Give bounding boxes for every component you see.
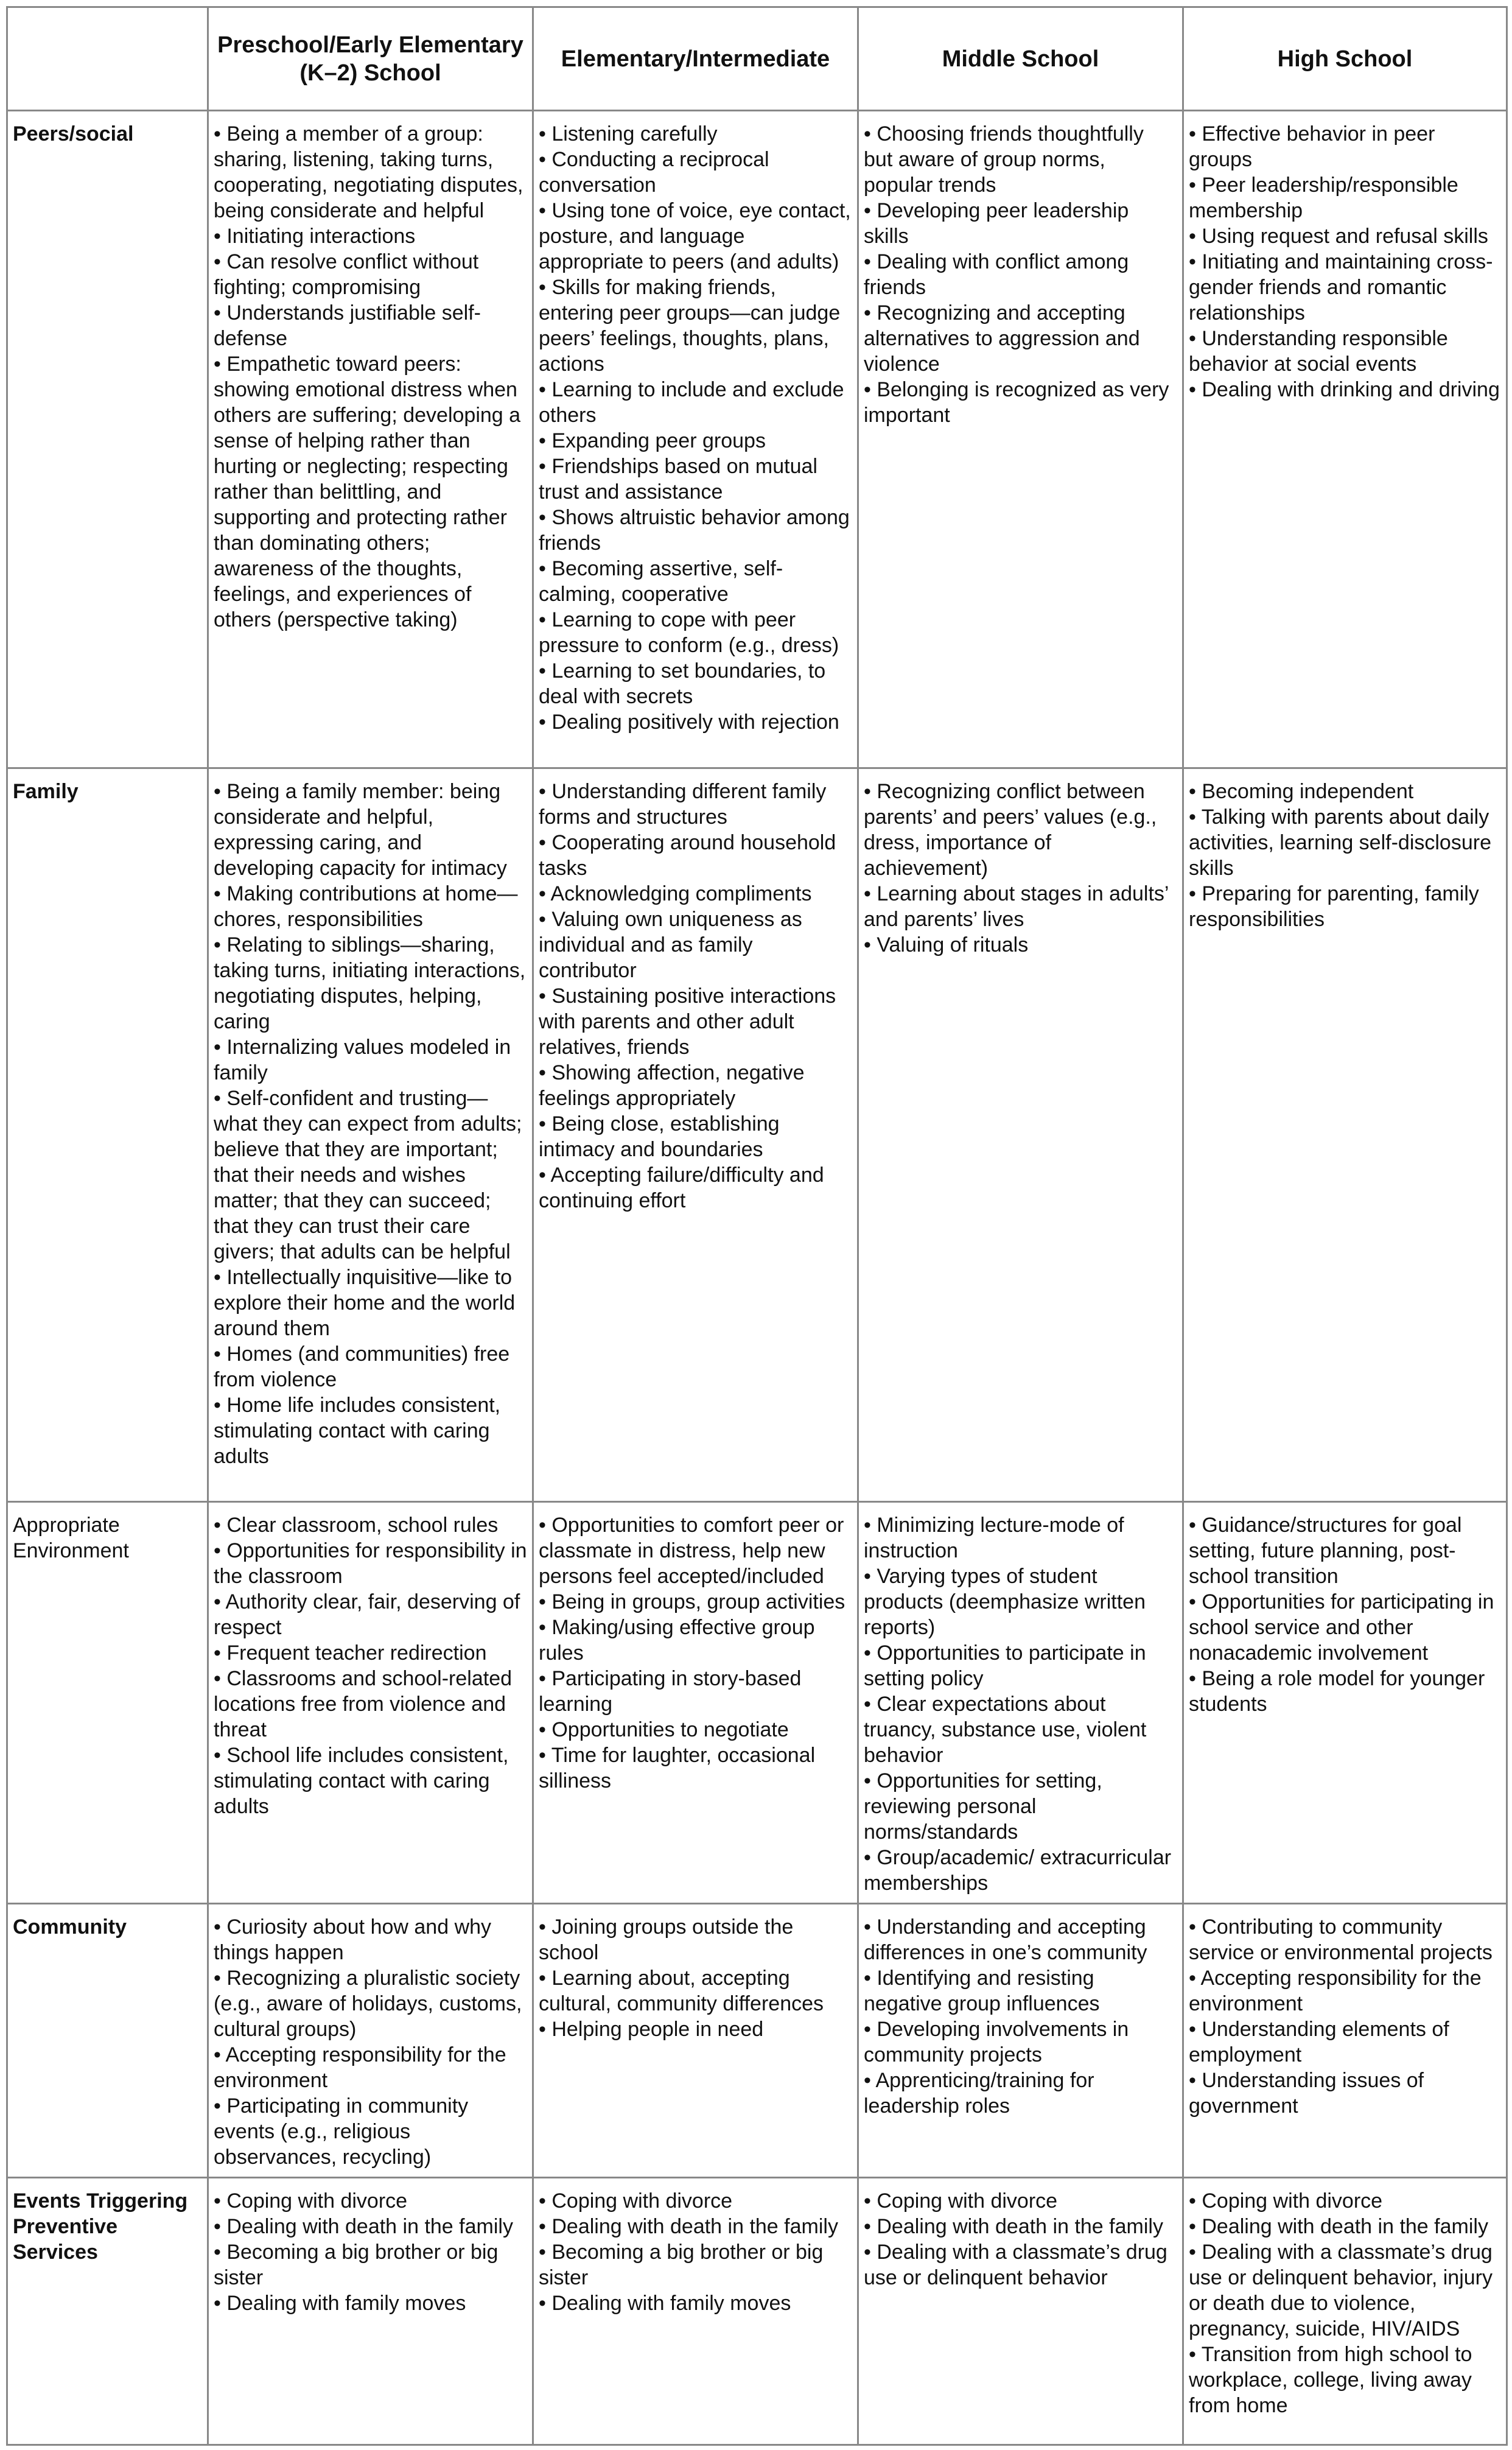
cell-events-middle-school (858, 2178, 1183, 2445)
bullet-item: • Making/using effective group rules (539, 1616, 815, 1665)
column-header-high-school: High School (1183, 7, 1507, 111)
bullet-item: • Curiosity about how and why things happen (214, 1915, 492, 1964)
bullet-item: • Cooperating around household tasks (539, 831, 836, 880)
cell-peers-high-school (1183, 111, 1507, 768)
bullet-item: • Empathetic toward peers: showing emotional distress when others are suffering; developing a sense of helping rather than hurting or neglecting; respecting rather than belittling, and supporting and protecting rather than dominating others; awareness of the thoughts, feelings, and experiences of others (perspective taking) (214, 353, 521, 631)
bullet-item: • Apprenticing/training for leadership roles (864, 2069, 1094, 2118)
bullet-item: • Opportunities to participate in setting policy (864, 1641, 1146, 1690)
bullet-item: • Dealing with a classmate’s drug use or delinquent behavior (864, 2241, 1167, 2289)
row-header-family: Family (7, 768, 208, 1502)
cell-peers-elementary (533, 111, 858, 768)
bullet-item: • Frequent teacher redirection (214, 1641, 487, 1665)
cell-community-high-school (1183, 1904, 1507, 2178)
bullet-item: • Dealing with death in the family (539, 2215, 838, 2238)
bullet-item: • Accepting failure/difficulty and continuing effort (539, 1164, 824, 1212)
bullet-item: • Participating in community events (e.g., religious observances, recycling) (214, 2094, 469, 2169)
bullet-item: • Relating to siblings—sharing, taking turns, initiating interactions, negotiating disputes, helping, caring (214, 933, 526, 1033)
bullet-item: • Coping with divorce (1189, 2189, 1383, 2213)
bullet-item: • Developing peer leadership skills (864, 199, 1129, 248)
bullet-item: • Being close, establishing intimacy and boundaries (539, 1112, 780, 1161)
bullet-item: • Becoming independent (1189, 780, 1414, 803)
cell-environment-elementary (533, 1502, 858, 1904)
bullet-item: • Conducting a reciprocal conversation (539, 148, 769, 197)
bullet-item: • Contributing to community service or environmental projects (1189, 1915, 1493, 1964)
competency-table (6, 6, 1508, 2446)
cell-community-elementary (533, 1904, 858, 2178)
bullet-item: • School life includes consistent, stimulating contact with caring adults (214, 1744, 509, 1818)
bullet-item: • Accepting responsibility for the environment (214, 2043, 506, 2092)
row-family (7, 768, 1507, 1502)
bullet-item: • Opportunities for setting, reviewing personal norms/standards (864, 1769, 1102, 1844)
row-header-community: Community (7, 1904, 208, 2178)
bullet-item: • Becoming a big brother or big sister (214, 2241, 499, 2289)
bullet-item: • Helping people in need (539, 2018, 764, 2041)
bullet-item: • Understands justifiable self-defense (214, 301, 481, 350)
bullet-item: • Learning about, accepting cultural, community differences (539, 1967, 824, 2015)
bullet-item: • Dealing with death in the family (214, 2215, 513, 2238)
bullet-item: • Talking with parents about daily activities, learning self-disclosure skills (1189, 806, 1491, 880)
cell-peers-middle-school (858, 111, 1183, 768)
bullet-item: • Learning about stages in adults’ and parents’ lives (864, 882, 1169, 931)
bullet-item: • Recognizing conflict between parents’ and peers’ values (e.g., dress, importance of achievement) (864, 780, 1157, 880)
bullet-item: • Dealing with drinking and driving (1189, 378, 1500, 401)
bullet-item: • Homes (and communities) free from violence (214, 1343, 510, 1391)
row-community (7, 1904, 1507, 2178)
bullet-item: • Friendships based on mutual trust and assistance (539, 455, 817, 504)
bullet-item: • Classrooms and school-related locations free from violence and threat (214, 1667, 513, 1741)
bullet-item: • Initiating and maintaining cross-gender friends and romantic relationships (1189, 250, 1493, 325)
bullet-item: • Understanding different family forms and structures (539, 780, 827, 829)
bullet-item: • Acknowledging compliments (539, 882, 812, 905)
bullet-item: • Being in groups, group activities (539, 1590, 845, 1613)
bullet-item: • Opportunities to negotiate (539, 1718, 789, 1741)
row-header-peers-social: Peers/social (7, 111, 208, 768)
bullet-item: • Learning to include and exclude others (539, 378, 844, 427)
bullet-item: • Valuing own uniqueness as individual and as family contributor (539, 908, 802, 982)
bullet-item: • Being a family member: being considerate and helpful, expressing caring, and developing capacity for intimacy (214, 780, 507, 880)
bullet-item: • Understanding issues of government (1189, 2069, 1424, 2118)
bullet-item: • Coping with divorce (864, 2189, 1058, 2213)
bullet-item: • Clear classroom, school rules (214, 1514, 499, 1537)
bullet-item: • Developing involvements in community projects (864, 2018, 1129, 2066)
bullet-item: • Time for laughter, occasional silliness (539, 1744, 816, 1792)
bullet-item: • Can resolve conflict without fighting; compromising (214, 250, 479, 299)
bullet-item: • Accepting responsibility for the environment (1189, 1967, 1482, 2015)
cell-events-high-school (1183, 2178, 1507, 2445)
bullet-item: • Using tone of voice, eye contact, posture, and language appropriate to peers (and adults) (539, 199, 851, 273)
bullet-item: • Authority clear, fair, deserving of respect (214, 1590, 520, 1639)
bullet-item: • Being a member of a group: sharing, listening, taking turns, cooperating, negotiating disputes, being considerate and helpful (214, 122, 523, 222)
row-header-appropriate-environment: Appropriate Environment (7, 1502, 208, 1904)
bullet-item: • Guidance/structures for goal setting, future planning, post-school transition (1189, 1514, 1462, 1588)
bullet-item: • Clear expectations about truancy, substance use, violent behavior (864, 1693, 1147, 1767)
bullet-item: • Recognizing a pluralistic society (e.g., aware of holidays, customs, cultural groups) (214, 1967, 522, 2041)
bullet-item: • Sustaining positive interactions with parents and other adult relatives, friends (539, 985, 836, 1059)
bullet-item: • Initiating interactions (214, 225, 416, 248)
bullet-item: • Understanding elements of employment (1189, 2018, 1449, 2066)
cell-community-middle-school (858, 1904, 1183, 2178)
cell-family-preschool (208, 768, 533, 1502)
cell-environment-high-school (1183, 1502, 1507, 1904)
bullet-item: • Participating in story-based learning (539, 1667, 802, 1716)
bullet-item: • Being a role model for younger students (1189, 1667, 1485, 1716)
bullet-item: • Preparing for parenting, family responsibilities (1189, 882, 1479, 931)
row-header-events-triggering: Events Triggering Preventive Services (7, 2178, 208, 2445)
row-peers-social (7, 111, 1507, 768)
bullet-item: • Dealing with a classmate’s drug use or delinquent behavior, injury or death due to violence, pregnancy, suicide, HIV/AIDS (1189, 2241, 1493, 2340)
cell-family-high-school (1183, 768, 1507, 1502)
column-header-middle-school: Middle School (858, 7, 1183, 111)
bullet-item: • Skills for making friends, entering peer groups—can judge peers’ feelings, thoughts, plans, actions (539, 276, 841, 376)
bullet-item: • Dealing with death in the family (864, 2215, 1163, 2238)
bullet-item: • Group/academic/ extracurricular memberships (864, 1846, 1172, 1895)
bullet-item: • Intellectually inquisitive—like to explore their home and the world around them (214, 1266, 516, 1340)
cell-environment-middle-school (858, 1502, 1183, 1904)
column-header-preschool: Preschool/Early Elementary (K–2) School (208, 7, 533, 111)
bullet-item: • Learning to cope with peer pressure to conform (e.g., dress) (539, 608, 839, 657)
header-row (7, 7, 1507, 111)
bullet-item: • Coping with divorce (539, 2189, 733, 2213)
bullet-item: • Using request and refusal skills (1189, 225, 1488, 248)
bullet-item: • Belonging is recognized as very important (864, 378, 1169, 427)
bullet-item: • Coping with divorce (214, 2189, 408, 2213)
cell-family-middle-school (858, 768, 1183, 1502)
bullet-item: • Joining groups outside the school (539, 1915, 794, 1964)
bullet-item: • Choosing friends thoughtfully but aware of group norms, popular trends (864, 122, 1144, 197)
row-events-triggering (7, 2178, 1507, 2445)
bullet-item: • Listening carefully (539, 122, 718, 146)
bullet-item: • Dealing with conflict among friends (864, 250, 1129, 299)
bullet-item: • Dealing with death in the family (1189, 2215, 1488, 2238)
cell-events-preschool (208, 2178, 533, 2445)
bullet-item: • Peer leadership/responsible membership (1189, 174, 1458, 222)
bullet-item: • Becoming assertive, self-calming, cooperative (539, 557, 783, 606)
bullet-item: • Home life includes consistent, stimulating contact with caring adults (214, 1394, 501, 1468)
column-header-elementary: Elementary/Intermediate (533, 7, 858, 111)
bullet-item: • Transition from high school to workplace, college, living away from home (1189, 2343, 1472, 2417)
bullet-item: • Dealing positively with rejection (539, 711, 839, 734)
bullet-item: • Internalizing values modeled in family (214, 1036, 511, 1084)
bullet-item: • Dealing with family moves (214, 2292, 466, 2315)
bullet-item: • Learning to set boundaries, to deal with secrets (539, 659, 826, 708)
bullet-item: • Making contributions at home—chores, responsibilities (214, 882, 518, 931)
bullet-item: • Valuing of rituals (864, 933, 1029, 956)
bullet-item: • Varying types of student products (deemphasize written reports) (864, 1565, 1146, 1639)
bullet-item: • Shows altruistic behavior among friends (539, 506, 850, 555)
bullet-item: • Recognizing and accepting alternatives to aggression and violence (864, 301, 1140, 376)
bullet-item: • Showing affection, negative feelings appropriately (539, 1061, 805, 1110)
bullet-item: • Becoming a big brother or big sister (539, 2241, 824, 2289)
cell-environment-preschool (208, 1502, 533, 1904)
bullet-item: • Identifying and resisting negative group influences (864, 1967, 1100, 2015)
bullet-item: • Effective behavior in peer groups (1189, 122, 1435, 171)
cell-community-preschool (208, 1904, 533, 2178)
cell-family-elementary (533, 768, 858, 1502)
bullet-item: • Minimizing lecture-mode of instruction (864, 1514, 1124, 1562)
bullet-item: • Opportunities to comfort peer or classmate in distress, help new persons feel accepted/included (539, 1514, 844, 1588)
bullet-item: • Expanding peer groups (539, 429, 766, 452)
column-header-blank (7, 7, 208, 111)
row-appropriate-environment (7, 1502, 1507, 1904)
bullet-item: • Dealing with family moves (539, 2292, 791, 2315)
bullet-item: • Opportunities for participating in school service and other nonacademic involvement (1189, 1590, 1494, 1665)
bullet-item: • Self-confident and trusting—what they can expect from adults; believe that they are important; that their needs and wishes matter; that they can succeed; that they can trust their care givers; that adults can be helpful (214, 1087, 522, 1263)
bullet-item: • Opportunities for responsibility in the classroom (214, 1539, 527, 1588)
cell-events-elementary (533, 2178, 858, 2445)
bullet-item: • Understanding responsible behavior at social events (1189, 327, 1448, 376)
bullet-item: • Understanding and accepting differences in one’s community (864, 1915, 1147, 1964)
cell-peers-preschool (208, 111, 533, 768)
